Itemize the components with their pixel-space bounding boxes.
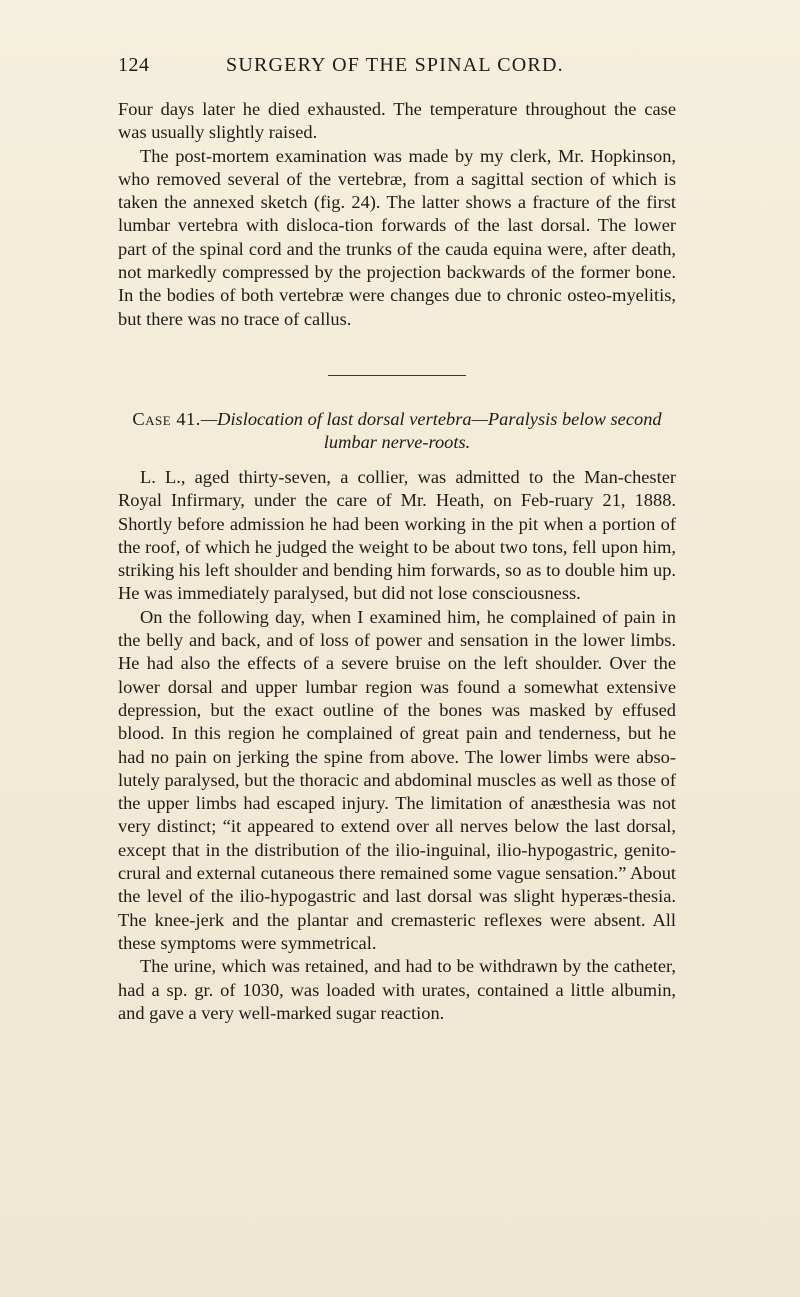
paragraph-4: On the following day, when I examined him, he complained of pain in the belly and back, and of loss of power and sensation in the lower limbs. He had also the effects of a severe bruise on the left shoulder. Over the lower dorsal and upper lumbar region was found a somewhat extensive depression, but the exact outline of the bones was masked by effused blood. In this region he complained of great pain and tenderness, but he had no pain on jerking the spine from above. The lower limbs were abso-lutely paralysed, but the thoracic and abdominal muscles as well as those of the upper limbs had escaped injury. The limitation of anæsthesia was not very distinct; “it appeared to extend over all nerves below the last dorsal, except that in the distribution of the ilio-inguinal, ilio-hypogastric, genito-crural and external cutaneous there remained some vague sensation.” About the level of the ilio-hypogastric and last dorsal was slight hyperæs-thesia. The knee-jerk and the plantar and cremasteric reflexes were absent. All these symptoms were symmetrical. [118,606,676,953]
body-text [118,98,676,1025]
paragraph-3: L. L., aged thirty-seven, a collier, was admitted to the Man-chester Royal Infirmary, under the care of Mr. Heath, on Feb-ruary 21, 1888. Shortly before admission he had been working in the pit when a portion of the roof, of which he judged the weight to be about two tons, fell upon him, striking his left shoulder and bending him forwards, so as to double him up. He was immediately paralysed, but did not lose consciousness. [118,466,676,604]
page-number: 124 [118,54,150,76]
case-heading [118,408,676,454]
paragraph-2: The post-mortem examination was made by my clerk, Mr. Hopkinson, who removed several of the vertebræ, from a sagittal section of which is taken the annexed sketch (fig. 24). The latter shows a fracture of the first lumbar vertebra with disloca-tion forwards of the last dorsal. The lower part of the spinal cord and the trunks of the cauda equina were, after death, not markedly compressed by the projection backwards of the former bone. In the bodies of both vertebræ were changes due to chronic osteo-myelitis, but there was no trace of callus. [118,145,676,329]
paragraph-1: Four days later he died exhausted. The temperature throughout the case was usually slightly raised. [118,99,676,143]
running-head: SURGERY OF THE SPINAL CORD. [226,54,564,76]
section-divider [328,375,466,376]
paragraph-5: The urine, which was retained, and had to be withdrawn by the catheter, had a sp. gr. of 1030, was loaded with urates, contained a little albumin, and gave a very well-marked sugar reaction. [118,956,676,1023]
case-label: Case 41. [132,408,201,429]
page-header [118,54,678,84]
case-title: —Dislocation of last dorsal vertebra—Paralysis below second lumbar nerve-roots. [200,408,662,452]
